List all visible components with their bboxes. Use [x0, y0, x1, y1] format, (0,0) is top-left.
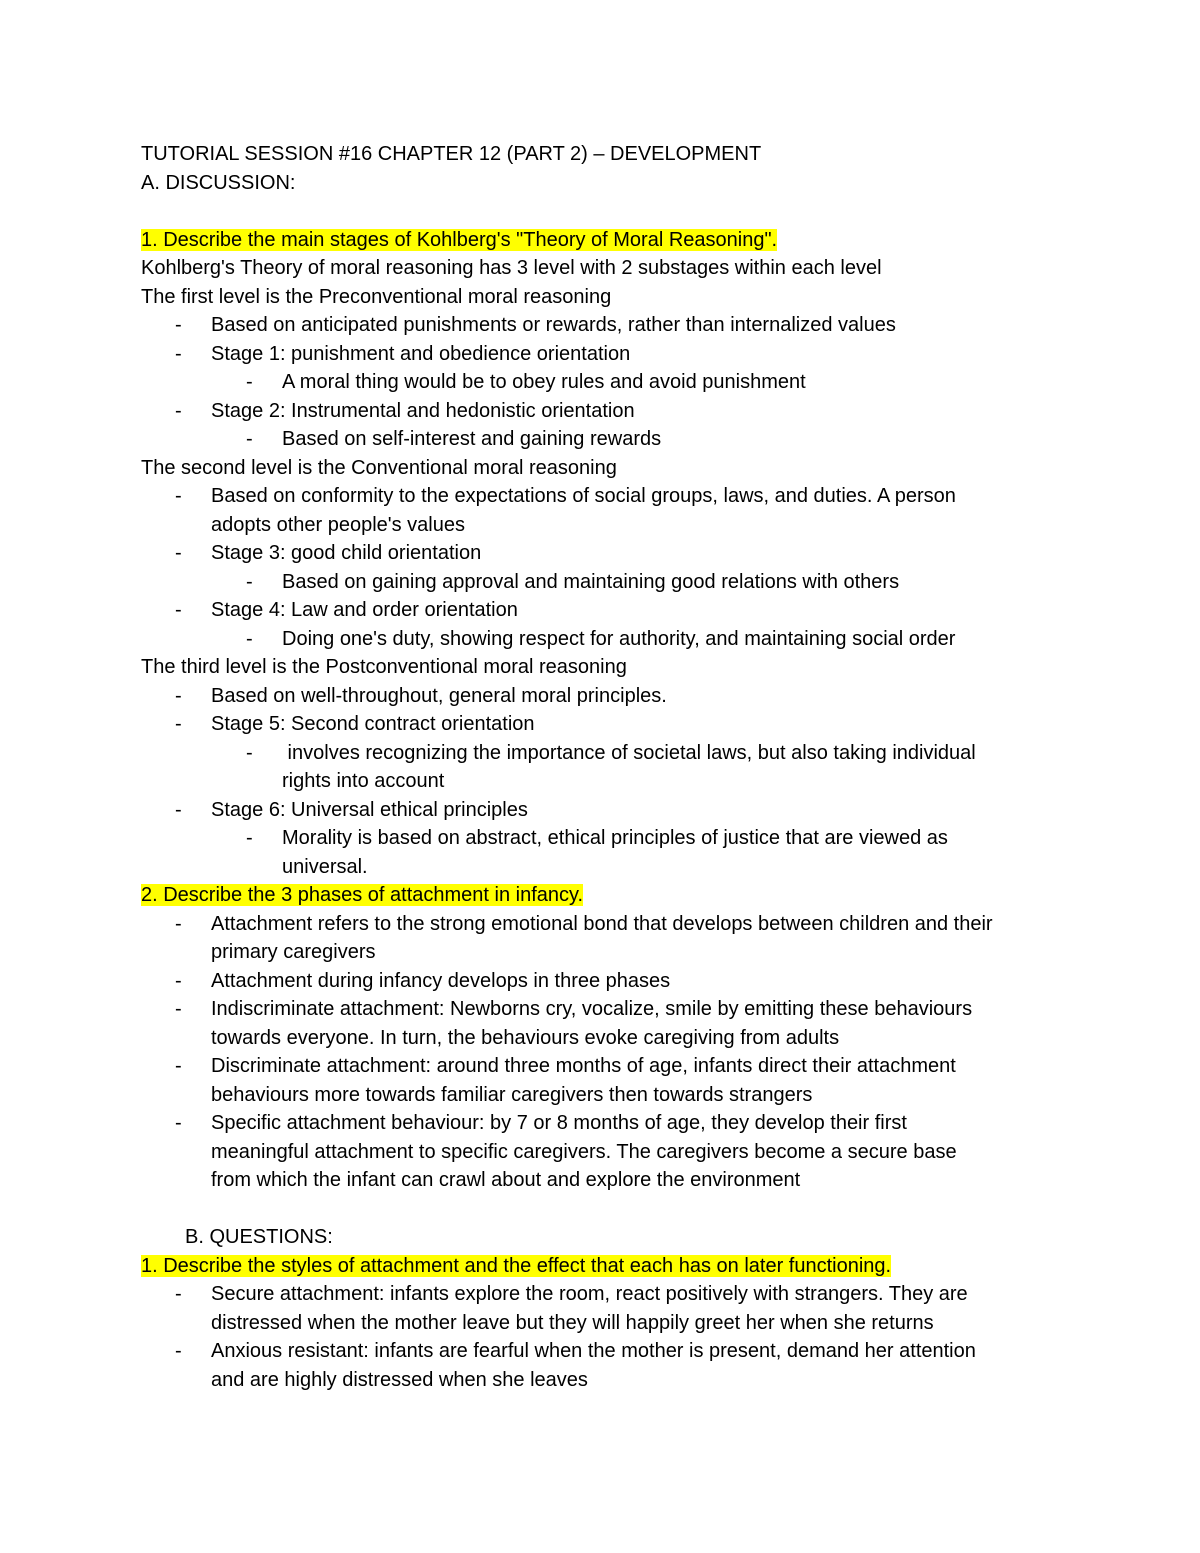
list-item — [141, 1052, 1081, 1081]
bullet-dash: - — [175, 912, 182, 935]
list-item-text: Stage 5: Second contract orientation — [211, 713, 535, 735]
list-item-text: Based on self-interest and gaining rewards — [282, 428, 662, 450]
list-item — [141, 967, 1081, 996]
section-b-heading: B. QUESTIONS: — [185, 1226, 333, 1248]
q1-heading — [141, 226, 1081, 255]
list-item-text: Attachment refers to the strong emotional bond that develops between children and their — [211, 912, 993, 935]
list-item-text: Based on well-throughout, general moral principles. — [211, 684, 667, 707]
bullet-dash: - — [175, 1283, 182, 1305]
list-item-text: Stage 4: Law and order orientation — [211, 599, 518, 621]
list-item-text: Doing one's duty, showing respect for authority, and maintaining social order — [282, 627, 956, 650]
q1-intro: Kohlberg's Theory of moral reasoning has 3 level with 2 substages within each level — [141, 257, 882, 279]
list-item-text: Attachment during infancy develops in three phases — [211, 969, 671, 992]
bullet-dash: - — [175, 342, 182, 365]
sub-list-item-continuation: universal. — [282, 855, 368, 878]
bullet-dash: - — [175, 314, 182, 336]
q1-heading-highlight: 1. Describe the main stages of Kohlberg's "Theory of Moral Reasoning". — [141, 228, 778, 251]
bullet-dash: - — [246, 371, 253, 393]
bullet-dash: - — [246, 741, 253, 764]
bullet-dash: - — [175, 998, 182, 1020]
list-item-text: A moral thing would be to obey rules and avoid punishment — [282, 371, 806, 393]
list-item — [141, 910, 1081, 939]
list-item — [141, 682, 1081, 711]
bullet-dash: - — [175, 1055, 182, 1077]
list-item-text: Secure attachment: infants explore the room, react positively with strangers. They are — [211, 1283, 968, 1305]
sub-list-item — [141, 568, 1081, 597]
sub-list-item — [141, 425, 1081, 454]
list-item — [141, 311, 1081, 340]
list-item-continuation: towards everyone. In turn, the behaviours evoke caregiving from adults — [211, 1026, 840, 1049]
bullet-dash: - — [175, 684, 182, 707]
section-a-heading: A. DISCUSSION: — [141, 171, 296, 194]
list-item-continuation: and are highly distressed when she leaves — [211, 1368, 588, 1391]
list-item-continuation: meaningful attachment to specific caregivers. The caregivers become a secure base — [211, 1140, 957, 1163]
bq1-heading — [141, 1252, 1081, 1281]
list-item — [141, 539, 1081, 568]
list-item-text: Discriminate attachment: around three months of age, infants direct their attachment — [211, 1055, 956, 1077]
bullet-dash: - — [175, 542, 182, 564]
bullet-dash: - — [175, 1340, 182, 1362]
blank-line — [141, 1195, 1081, 1224]
list-item-text: Stage 3: good child orientation — [211, 542, 482, 564]
list-item-continuation: primary caregivers — [211, 941, 376, 963]
list-item — [141, 397, 1081, 426]
bullet-dash: - — [175, 798, 182, 821]
list-item — [141, 1337, 1081, 1366]
sub-list-item — [141, 739, 1081, 768]
bullet-dash: - — [175, 599, 182, 621]
q2-heading — [141, 881, 1081, 910]
sub-list-item-continuation: rights into account — [282, 770, 445, 792]
list-item-continuation: from which the infant can crawl about and explore the environment — [211, 1169, 801, 1191]
sub-list-item — [141, 824, 1081, 853]
sub-list-item — [141, 368, 1081, 397]
bullet-dash: - — [175, 399, 182, 422]
list-item-continuation: distressed when the mother leave but they will happily greet her when she returns — [211, 1311, 934, 1334]
list-item-text: Morality is based on abstract, ethical principles of justice that are viewed as — [282, 827, 948, 849]
list-item — [141, 796, 1081, 825]
list-item — [141, 1280, 1081, 1309]
list-item-text: Specific attachment behaviour: by 7 or 8 months of age, they develop their first — [211, 1112, 907, 1134]
list-item-text: Based on conformity to the expectations of social groups, laws, and duties. A person — [211, 485, 956, 507]
bullet-dash: - — [246, 428, 253, 450]
list-item — [141, 1109, 1081, 1138]
level3-heading: The third level is the Postconventional moral reasoning — [141, 656, 627, 678]
bullet-dash: - — [175, 969, 182, 992]
list-item — [141, 995, 1081, 1024]
bullet-dash: - — [175, 485, 182, 507]
bullet-dash: - — [175, 713, 182, 735]
list-item — [141, 710, 1081, 739]
list-item-continuation: adopts other people's values — [211, 513, 465, 536]
document-body — [141, 140, 1081, 1394]
list-item-text: Based on gaining approval and maintaining good relations with others — [282, 570, 900, 593]
level1-heading: The first level is the Preconventional moral reasoning — [141, 285, 612, 308]
list-item-text: Anxious resistant: infants are fearful when the mother is present, demand her attention — [211, 1340, 976, 1362]
bullet-dash: - — [246, 827, 253, 849]
list-item-text: Stage 2: Instrumental and hedonistic orientation — [211, 399, 635, 422]
list-item — [141, 482, 1081, 511]
bullet-dash: - — [246, 570, 253, 593]
level2-heading: The second level is the Conventional moral reasoning — [141, 456, 617, 479]
blank-line — [141, 197, 1081, 226]
list-item — [141, 340, 1081, 369]
list-item-text: Stage 6: Universal ethical principles — [211, 798, 528, 821]
bullet-dash: - — [175, 1112, 182, 1134]
bullet-dash: - — [246, 627, 253, 650]
list-item-text: Stage 1: punishment and obedience orientation — [211, 342, 631, 365]
q2-heading-highlight: 2. Describe the 3 phases of attachment in infancy. — [141, 884, 584, 906]
document-title: TUTORIAL SESSION #16 CHAPTER 12 (PART 2) – DEVELOPMENT — [141, 143, 762, 165]
list-item-text: Indiscriminate attachment: Newborns cry, vocalize, smile by emitting these behaviours — [211, 998, 973, 1020]
list-item-text: Based on anticipated punishments or rewards, rather than internalized values — [211, 314, 896, 336]
list-item — [141, 596, 1081, 625]
sub-list-item — [141, 625, 1081, 654]
list-item-continuation: behaviours more towards familiar caregivers then towards strangers — [211, 1083, 813, 1106]
bq1-heading-highlight: 1. Describe the styles of attachment and the effect that each has on later functioning. — [141, 1254, 892, 1277]
list-item-text: involves recognizing the importance of societal laws, but also taking individual — [282, 741, 976, 764]
